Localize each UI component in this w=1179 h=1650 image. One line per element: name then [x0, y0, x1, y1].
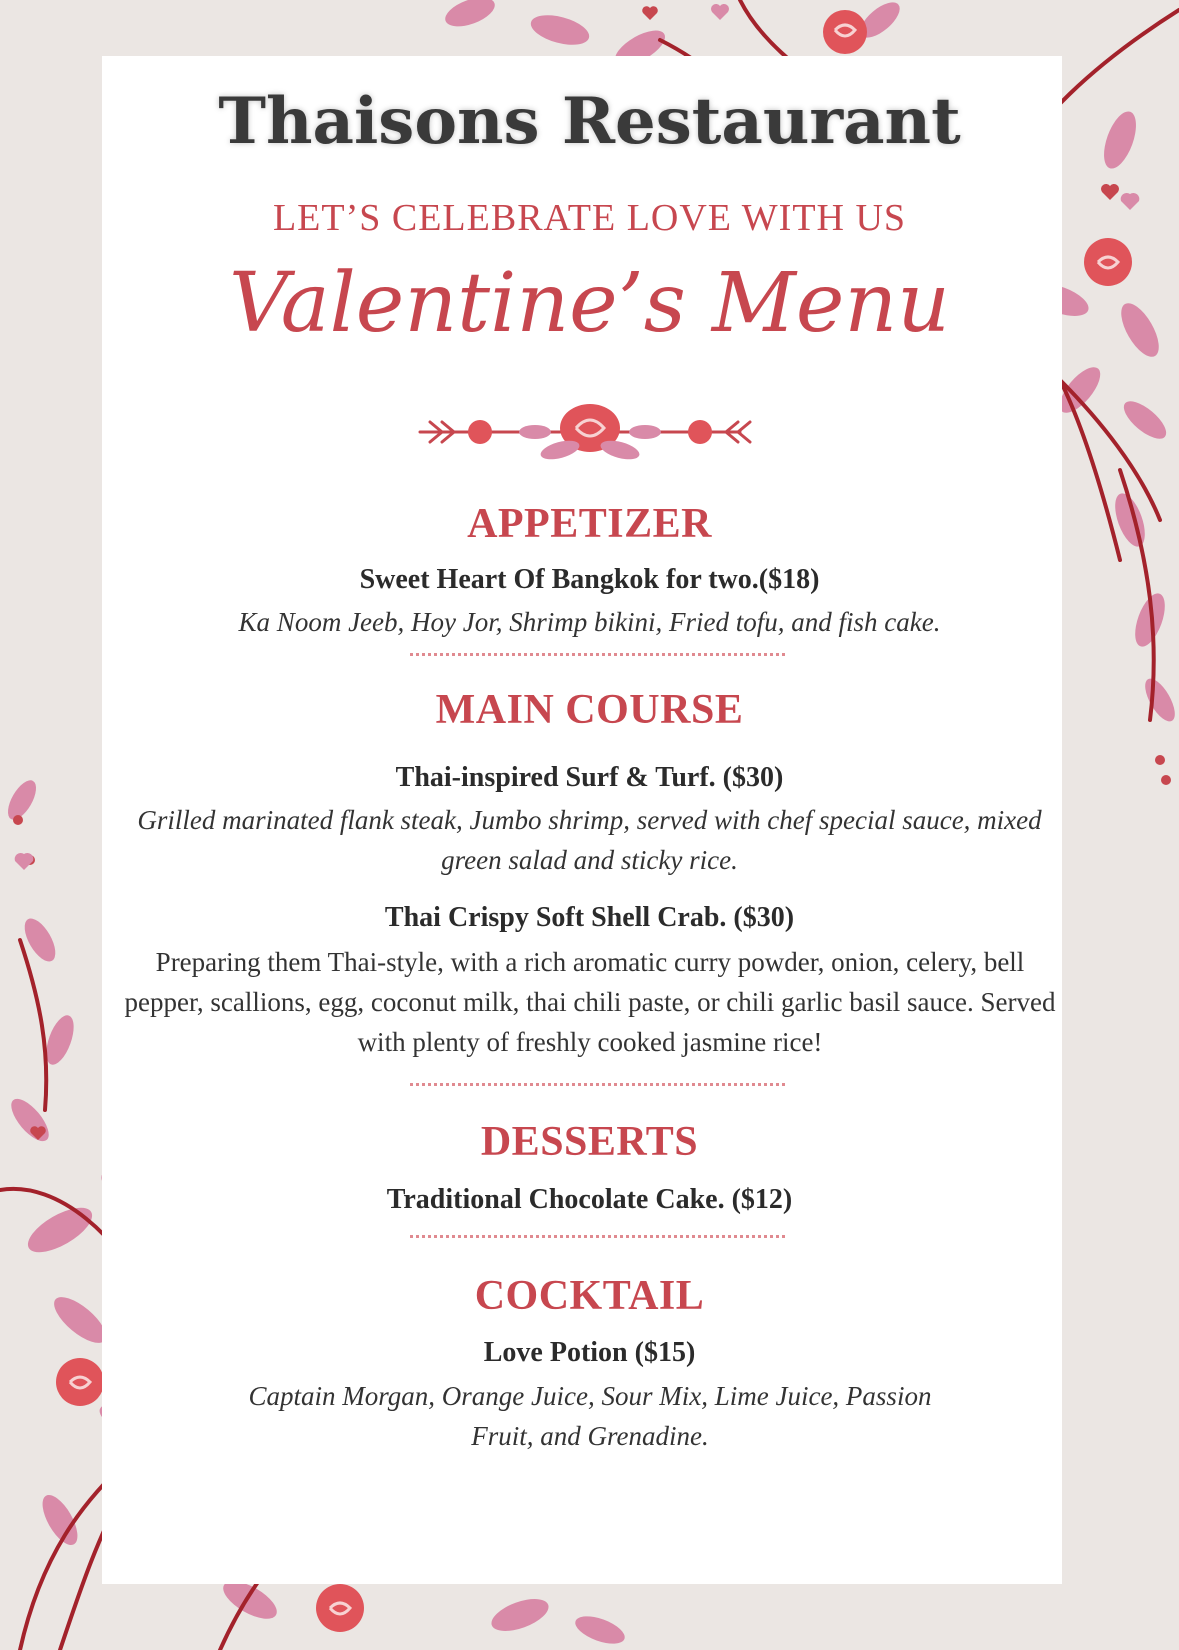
rose-ornament-icon — [410, 392, 770, 472]
section-heading-desserts: DESSERTS — [480, 1119, 699, 1165]
menu-item-description: Grilled marinated flank steak, Jumbo shrimp, served with chef special sauce, mixed green salad and sticky rice. — [137, 805, 1042, 875]
menu-item-name: Thai-inspired Surf & Turf. ($30) — [395, 762, 784, 793]
dotted-divider — [410, 1083, 785, 1086]
menu-title: Valentine’s Menu — [229, 256, 950, 351]
section-heading-cocktail: COCKTAIL — [474, 1273, 705, 1319]
menu-item-name: Sweet Heart Of Bangkok for two.($18) — [359, 564, 820, 595]
menu-item-name: Thai Crispy Soft Shell Crab. ($30) — [384, 902, 795, 933]
menu-item-description: Ka Noom Jeeb, Hoy Jor, Shrimp bikini, Fried tofu, and fish cake. — [238, 607, 941, 637]
menu-item-description: Captain Morgan, Orange Juice, Sour Mix, Lime Juice, Passion Fruit, and Grenadine. — [248, 1381, 932, 1451]
menu-item-name: Love Potion ($15) — [483, 1337, 696, 1368]
dotted-divider — [410, 653, 785, 656]
section-heading-appetizer: APPETIZER — [467, 501, 712, 547]
dotted-divider — [410, 1235, 785, 1238]
section-heading-main-course: MAIN COURSE — [435, 687, 744, 733]
menu-item-description: Preparing them Thai-style, with a rich aromatic curry powder, onion, celery, bell pepper, scallions, egg, coconut milk, thai chili paste, or chili garlic basil sauce. Served with plenty of freshly cooked jasmine rice! — [124, 947, 1056, 1057]
tagline: LET’S CELEBRATE LOVE WITH US — [272, 197, 907, 239]
restaurant-name: Thaisons Restaurant — [218, 84, 961, 159]
menu-item-name: Traditional Chocolate Cake. ($12) — [386, 1184, 793, 1215]
